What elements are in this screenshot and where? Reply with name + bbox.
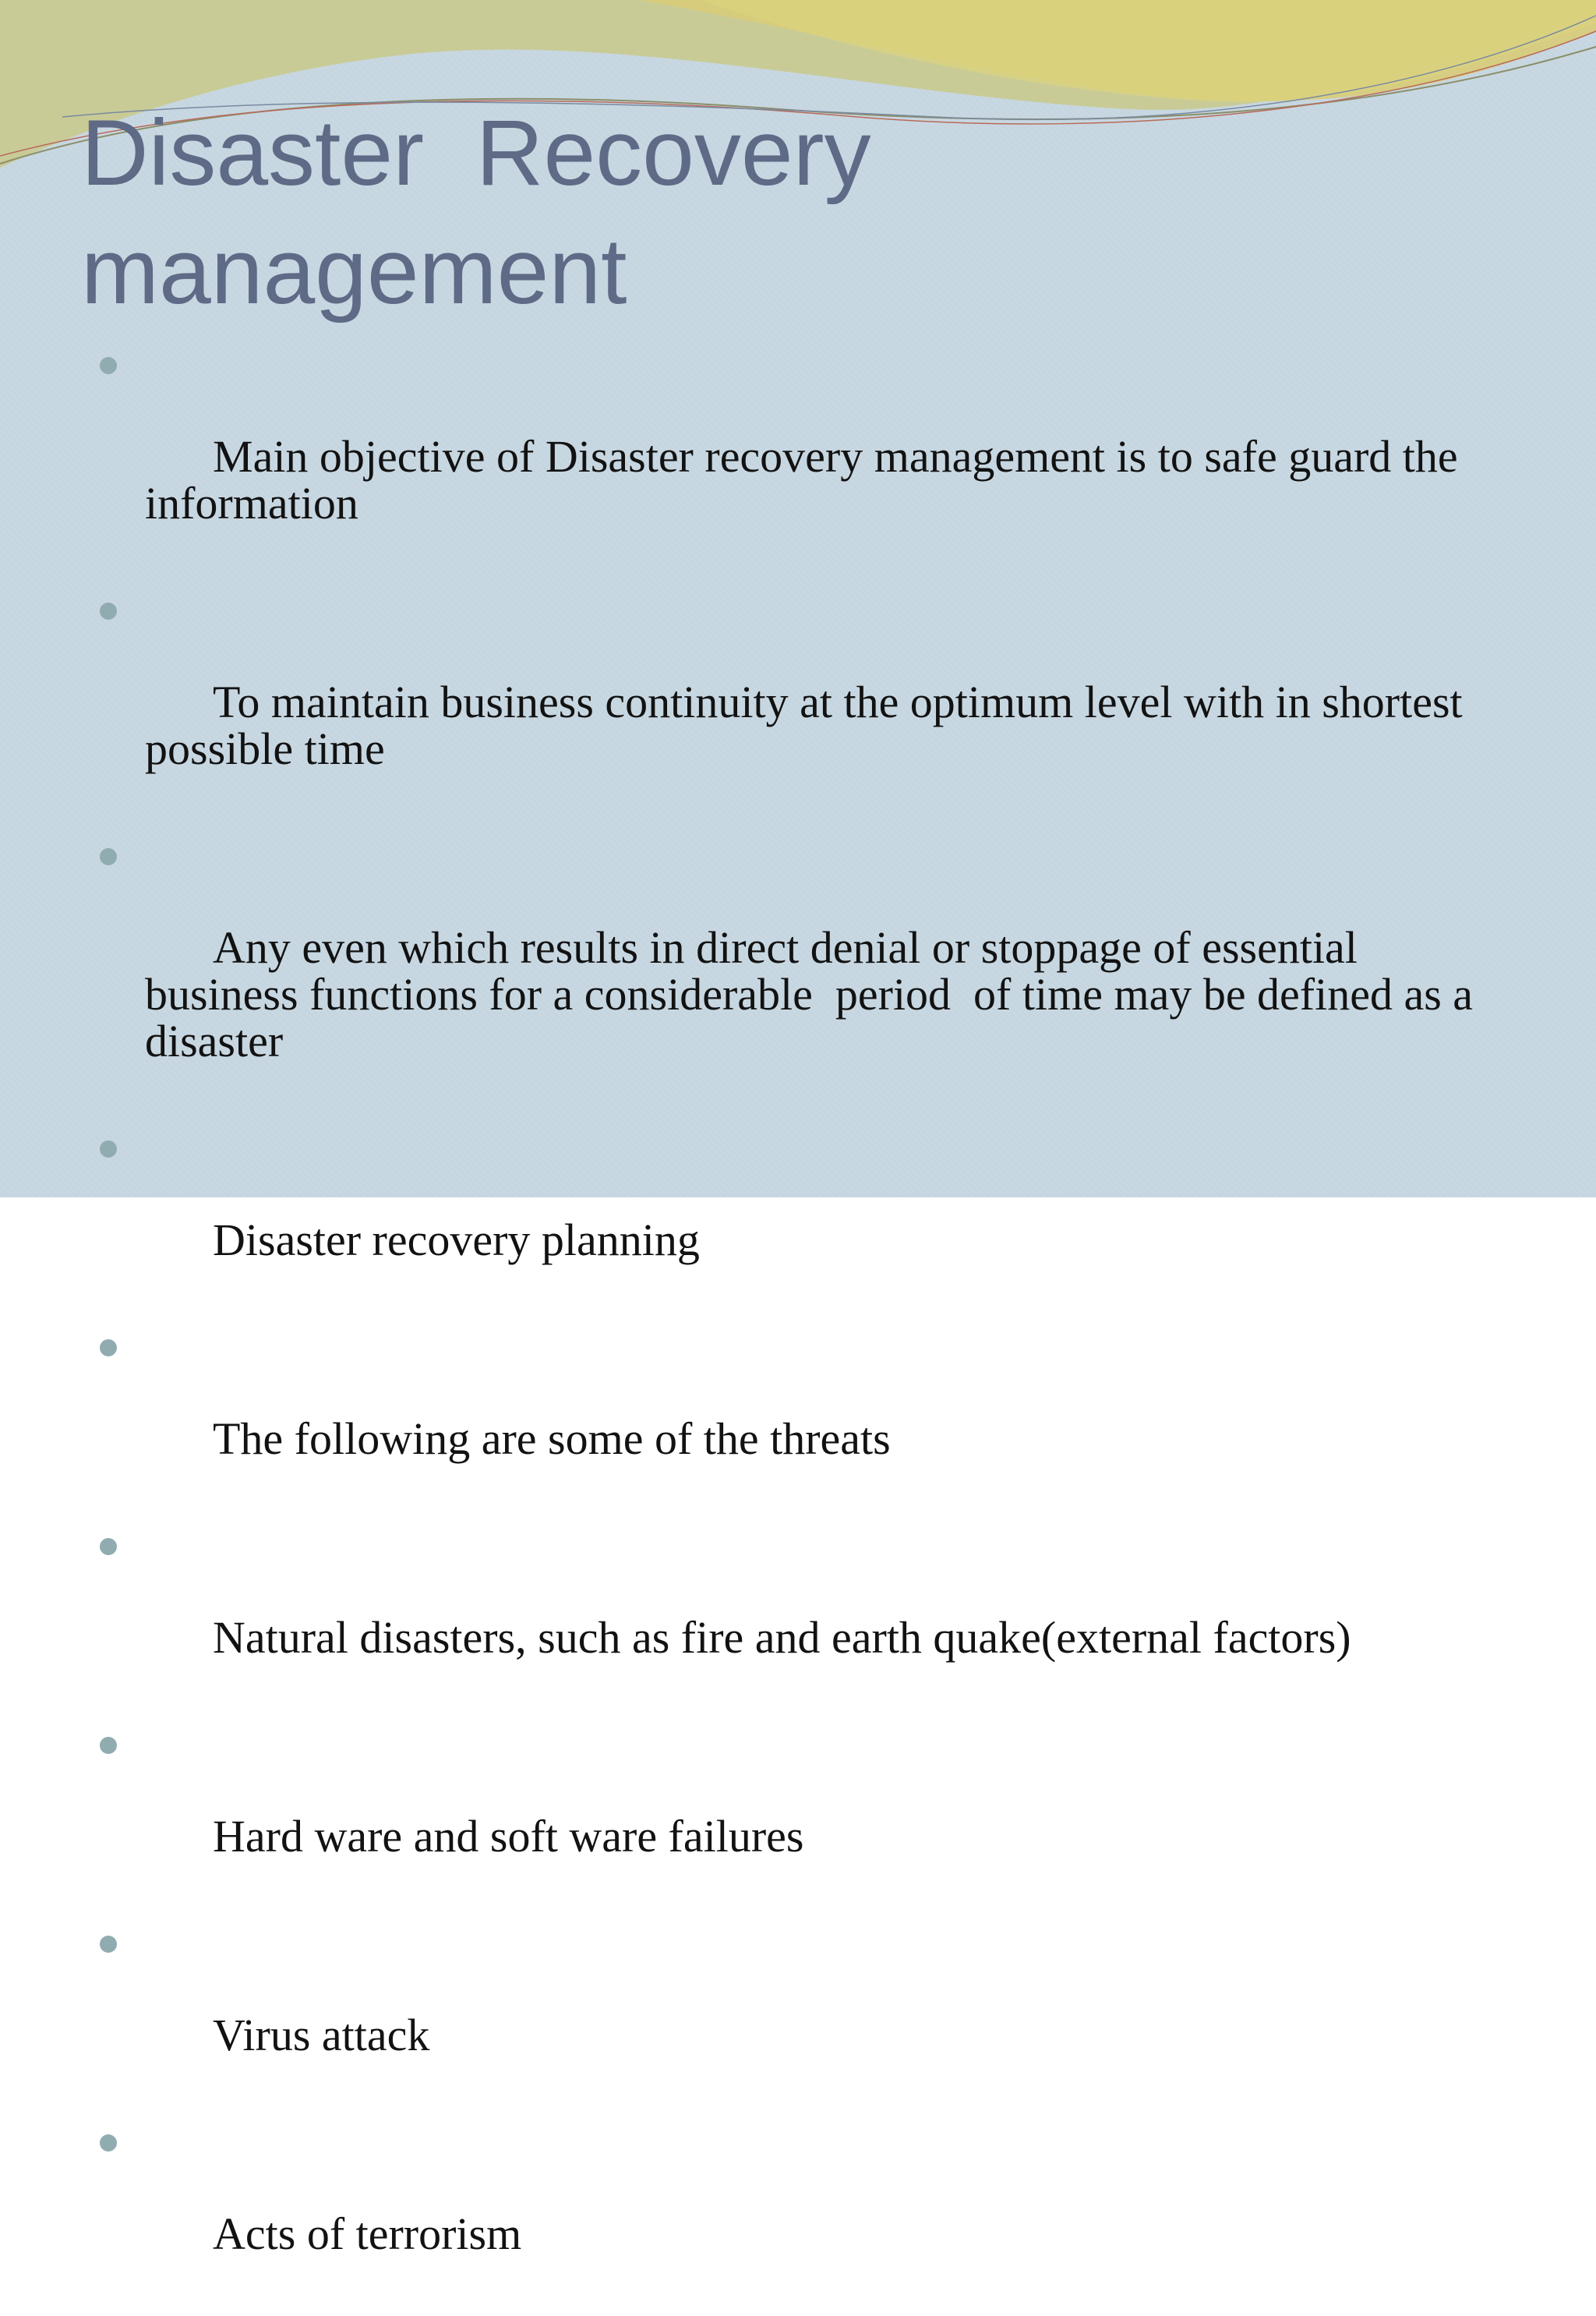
bullet-dot-icon (100, 1339, 117, 1356)
bullet-text: Natural disasters, such as fire and earth quake(external factors) (213, 1612, 1351, 1663)
bullet-item (100, 1521, 1502, 1708)
bullet-dot-icon (100, 357, 117, 374)
bullet-item (100, 1123, 1502, 1310)
bullet-item (100, 585, 1502, 819)
bullet-item (100, 2117, 1502, 2304)
bullet-item (100, 340, 1502, 574)
bullet-text: Hard ware and soft ware failures (213, 1811, 804, 1862)
slide-title: Disaster Recovery management (81, 101, 871, 324)
bullet-text: Any even which results in direct denial or stoppage of essential business functions for a considerable period of time may be defined as a disaster (145, 922, 1485, 1066)
bullet-text: Disaster recovery planning (213, 1215, 700, 1265)
bullet-item (100, 831, 1502, 1112)
bullet-dot-icon (100, 1538, 117, 1555)
bullet-dot-icon (100, 2134, 117, 2152)
bullet-dot-icon (100, 1737, 117, 1754)
bullet-item (100, 1322, 1502, 1509)
bullet-list (100, 340, 1502, 2316)
bullet-text: Virus attack (213, 2010, 430, 2060)
bullet-dot-icon (100, 1140, 117, 1158)
bullet-dot-icon (100, 603, 117, 620)
bullet-text: Main objective of Disaster recovery management is to safe guard the information (145, 431, 1470, 529)
bullet-dot-icon (100, 1936, 117, 1953)
bullet-text: The following are some of the threats (213, 1413, 891, 1464)
bullet-text: Acts of terrorism (213, 2208, 522, 2259)
bullet-text: To maintain business continuity at the optimum level with in shortest possible time (145, 677, 1474, 774)
bullet-dot-icon (100, 848, 117, 865)
bullet-item (100, 1918, 1502, 2106)
bullet-item (100, 1720, 1502, 1907)
